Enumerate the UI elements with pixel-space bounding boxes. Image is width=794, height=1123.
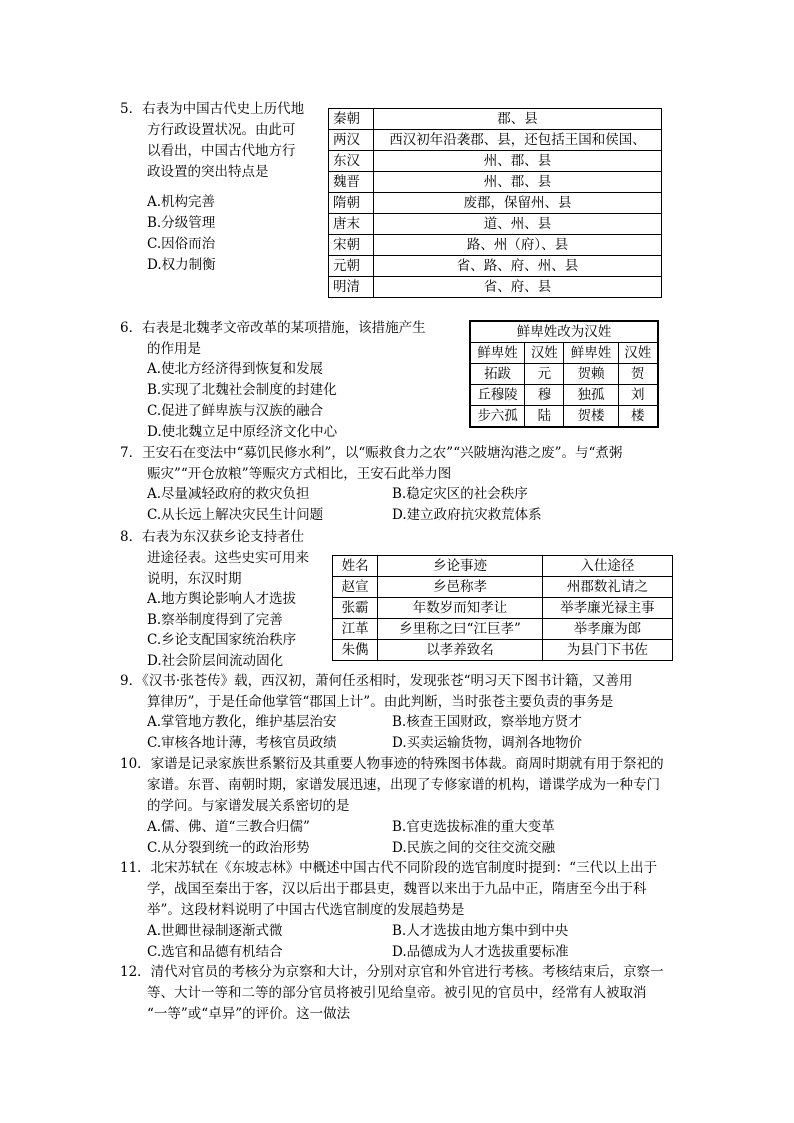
table-row: [333, 577, 673, 598]
table-title: 鲜卑姓改为汉姓: [470, 321, 658, 343]
q8-option-d: D.社会阶层间流动固化: [147, 653, 284, 669]
table-cell: 东汉: [329, 151, 374, 172]
table-cell: 年数岁而知孝让: [378, 598, 543, 619]
table-cell: 魏晋: [329, 172, 374, 193]
q9-option-a: A.掌管地方教化，维护基层治安: [147, 714, 337, 730]
table-cell: 独孤: [564, 385, 618, 406]
q10-line: 家谱。东晋、南朝时期，家谱发展迅速，出现了专修家谱的机构，谱谍学成为一种专门: [147, 777, 660, 793]
q7-line: 7．王安石在变法中“募饥民修水利”，以“赈救食力之农”“兴陂塘沟港之废”。与“煮粥: [120, 445, 623, 461]
q7-option-a: A.尽量减轻政府的救灾负担: [147, 486, 310, 502]
table-cell: 隋朝: [329, 193, 374, 214]
q10-line: 的学问。与家谱发展关系密切的是: [147, 798, 350, 814]
table-cell: 废郡，保留州、县: [374, 193, 662, 214]
q8-line: 8．右表为东汉获乡论支持者仕: [120, 529, 305, 545]
table-row: [333, 640, 673, 661]
table-row: [329, 235, 662, 256]
table-cell: 以孝养致名: [378, 640, 543, 661]
q9-option-d: D.买卖运输货物，调剂各地物价: [392, 735, 583, 751]
table-cell: 贺赖: [564, 364, 618, 385]
q9-line: 9．《汉书·张苍传》载，西汉初，萧何任丞相时，发现张苍“明习天下图书计籍，又善用: [120, 673, 633, 689]
q11-line: 学，战国至秦出于客，汉以后出于郡县吏，魏晋以来出于九品中正，隋唐至今出于科: [147, 881, 647, 897]
table-cell: 朱儁: [333, 640, 378, 661]
table-row: [329, 151, 662, 172]
table-cell: 明清: [329, 277, 374, 298]
q9-line: 算律历”，于是任命他掌管“郡国上计”。由此判断，当时张苍主要负责的事务是: [147, 694, 614, 710]
table-cell: 姓名: [333, 556, 378, 577]
q11-line: 11．北宋苏轼在《东坡志林》中概述中国古代不同阶段的选官制度时提到：“三代以上出于: [120, 860, 658, 876]
table-cell: 楼: [618, 406, 658, 428]
q5-line: 政设置的突出特点是: [147, 164, 269, 180]
table-cell: 丘穆陵: [470, 385, 525, 406]
q5-option-b: B.分级管理: [147, 215, 216, 231]
table-cell: 穆: [525, 385, 564, 406]
q11-option-b: B.人才选拔由地方集中到中央: [392, 923, 569, 939]
table-cell: 举孝廉光禄主事: [542, 598, 672, 619]
table-row: [470, 364, 658, 385]
q9-option-b: B.核查王国财政，察举地方贤才: [392, 714, 582, 730]
table-cell: 两汉: [329, 130, 374, 151]
q6-line: 6．右表是北魏孝文帝改革的某项措施，该措施产生: [120, 320, 426, 336]
table-cell: 江革: [333, 619, 378, 640]
table-row: [470, 321, 658, 343]
table-cell: 元朝: [329, 256, 374, 277]
table-cell: 乡邑称孝: [378, 577, 543, 598]
table-row: [329, 193, 662, 214]
table-row: [470, 343, 658, 364]
table-cell: 省、府、县: [374, 277, 662, 298]
table-row: [329, 172, 662, 193]
table-row: [329, 256, 662, 277]
q7-option-b: B.稳定灾区的社会秩序: [392, 486, 528, 502]
q10-option-d: D.民族之间的交往交流交融: [392, 840, 556, 856]
q9-option-c: C.审核各地计薄，考核官员政绩: [147, 735, 337, 751]
q8-line: 进途径表。这些史实可用来: [147, 550, 309, 566]
q5-admin-table: [328, 108, 662, 298]
q8-option-c: C.乡论支配国家统治秩序: [147, 632, 297, 648]
q5-option-a: A.机构完善: [147, 194, 216, 210]
q7-option-c: C.从长远上解决灾民生计问题: [147, 507, 324, 523]
table-cell: 为县门下书佐: [542, 640, 672, 661]
table-row: [333, 556, 673, 577]
table-row: [329, 130, 662, 151]
table-cell: 路、州（府）、县: [374, 235, 662, 256]
q11-option-a: A.世卿世禄制逐渐式微: [147, 923, 283, 939]
table-row: [333, 619, 673, 640]
table-cell: 鲜卑姓: [564, 343, 618, 364]
q10-option-c: C.从分裂到统一的政治形势: [147, 840, 310, 856]
table-cell: 西汉初年沿袭郡、县，还包括王国和侯国、: [374, 130, 662, 151]
table-cell: 郡、县: [374, 109, 662, 130]
q8-career-table: [332, 555, 673, 661]
q5-option-d: D.权力制衡: [147, 257, 216, 273]
table-cell: 汉姓: [618, 343, 658, 364]
q5-line: 5．右表为中国古代史上历代地: [120, 101, 305, 117]
q7-option-d: D.建立政府抗灾救荒体系: [392, 507, 542, 523]
table-cell: 唐末: [329, 214, 374, 235]
table-row: [329, 109, 662, 130]
q12-line: “一等”或“卓异”的评价。这一做法: [147, 1006, 351, 1022]
table-cell: 秦朝: [329, 109, 374, 130]
table-cell: 贺: [618, 364, 658, 385]
table-cell: 乡论事迹: [378, 556, 543, 577]
table-cell: 乡里称之曰“江巨孝”: [378, 619, 543, 640]
table-cell: 赵宣: [333, 577, 378, 598]
table-cell: 张霸: [333, 598, 378, 619]
table-cell: 宋朝: [329, 235, 374, 256]
table-cell: 州、郡、县: [374, 151, 662, 172]
table-cell: 陆: [525, 406, 564, 428]
table-row: [470, 385, 658, 406]
table-cell: 鲜卑姓: [470, 343, 525, 364]
q11-option-c: C.选官和品德有机结合: [147, 944, 283, 960]
table-row: [329, 277, 662, 298]
table-cell: 刘: [618, 385, 658, 406]
q12-line: 等、大计一等和二等的部分官员将被引见给皇帝。被引见的官员中，经常有人被取消: [147, 985, 647, 1001]
q10-option-b: B.官吏选拔标准的重大变革: [392, 819, 555, 835]
table-cell: 拓跋: [470, 364, 525, 385]
q7-line: 赈灾”“开仓放粮”等赈灾方式相比，王安石此举力图: [147, 466, 452, 482]
q8-option-a: A.地方舆论影响人才选拔: [147, 591, 297, 607]
table-cell: 省、路、府、州、县: [374, 256, 662, 277]
q11-line: 举”。这段材料说明了中国古代选官制度的发展趋势是: [147, 902, 465, 918]
q6-option-c: C.促进了鲜卑族与汉族的融合: [147, 403, 324, 419]
q10-option-a: A.儒、佛、道“三教合归儒”: [147, 819, 310, 835]
q6-surname-table: [469, 320, 659, 428]
table-row: [329, 214, 662, 235]
q5-option-c: C.因俗而治: [147, 236, 216, 252]
q5-line: 方行政设置状况。由此可: [147, 122, 296, 138]
table-cell: 道、州、县: [374, 214, 662, 235]
q5-line: 以看出，中国古代地方行: [147, 143, 296, 159]
q12-line: 12．清代对官员的考核分为京察和大计，分别对京官和外官进行考核。考核结束后，京察一: [120, 964, 664, 980]
table-cell: 州、郡、县: [374, 172, 662, 193]
table-cell: 举孝廉为郎: [542, 619, 672, 640]
q10-line: 10．家谱是记录家族世系繁衍及其重要人物事迹的特殊图书体裁。商周时期就有用于祭祀的: [120, 756, 664, 772]
table-cell: 元: [525, 364, 564, 385]
table-cell: 汉姓: [525, 343, 564, 364]
table-cell: 步六孤: [470, 406, 525, 428]
table-cell: 州郡数礼请之: [542, 577, 672, 598]
table-cell: 贺楼: [564, 406, 618, 428]
q11-option-d: D.品德成为人才选拔重要标准: [392, 944, 569, 960]
table-row: [333, 598, 673, 619]
q8-line: 说明，东汉时期: [147, 571, 242, 587]
table-row: [470, 406, 658, 428]
q6-option-d: D.使北魏立足中原经济文化中心: [147, 424, 338, 440]
q6-option-b: B.实现了北魏社会制度的封建化: [147, 382, 337, 398]
q6-line: 的作用是: [147, 341, 201, 357]
q6-option-a: A.使北方经济得到恢复和发展: [147, 361, 324, 377]
table-cell: 入仕途径: [542, 556, 672, 577]
q8-option-b: B.察举制度得到了完善: [147, 612, 283, 628]
